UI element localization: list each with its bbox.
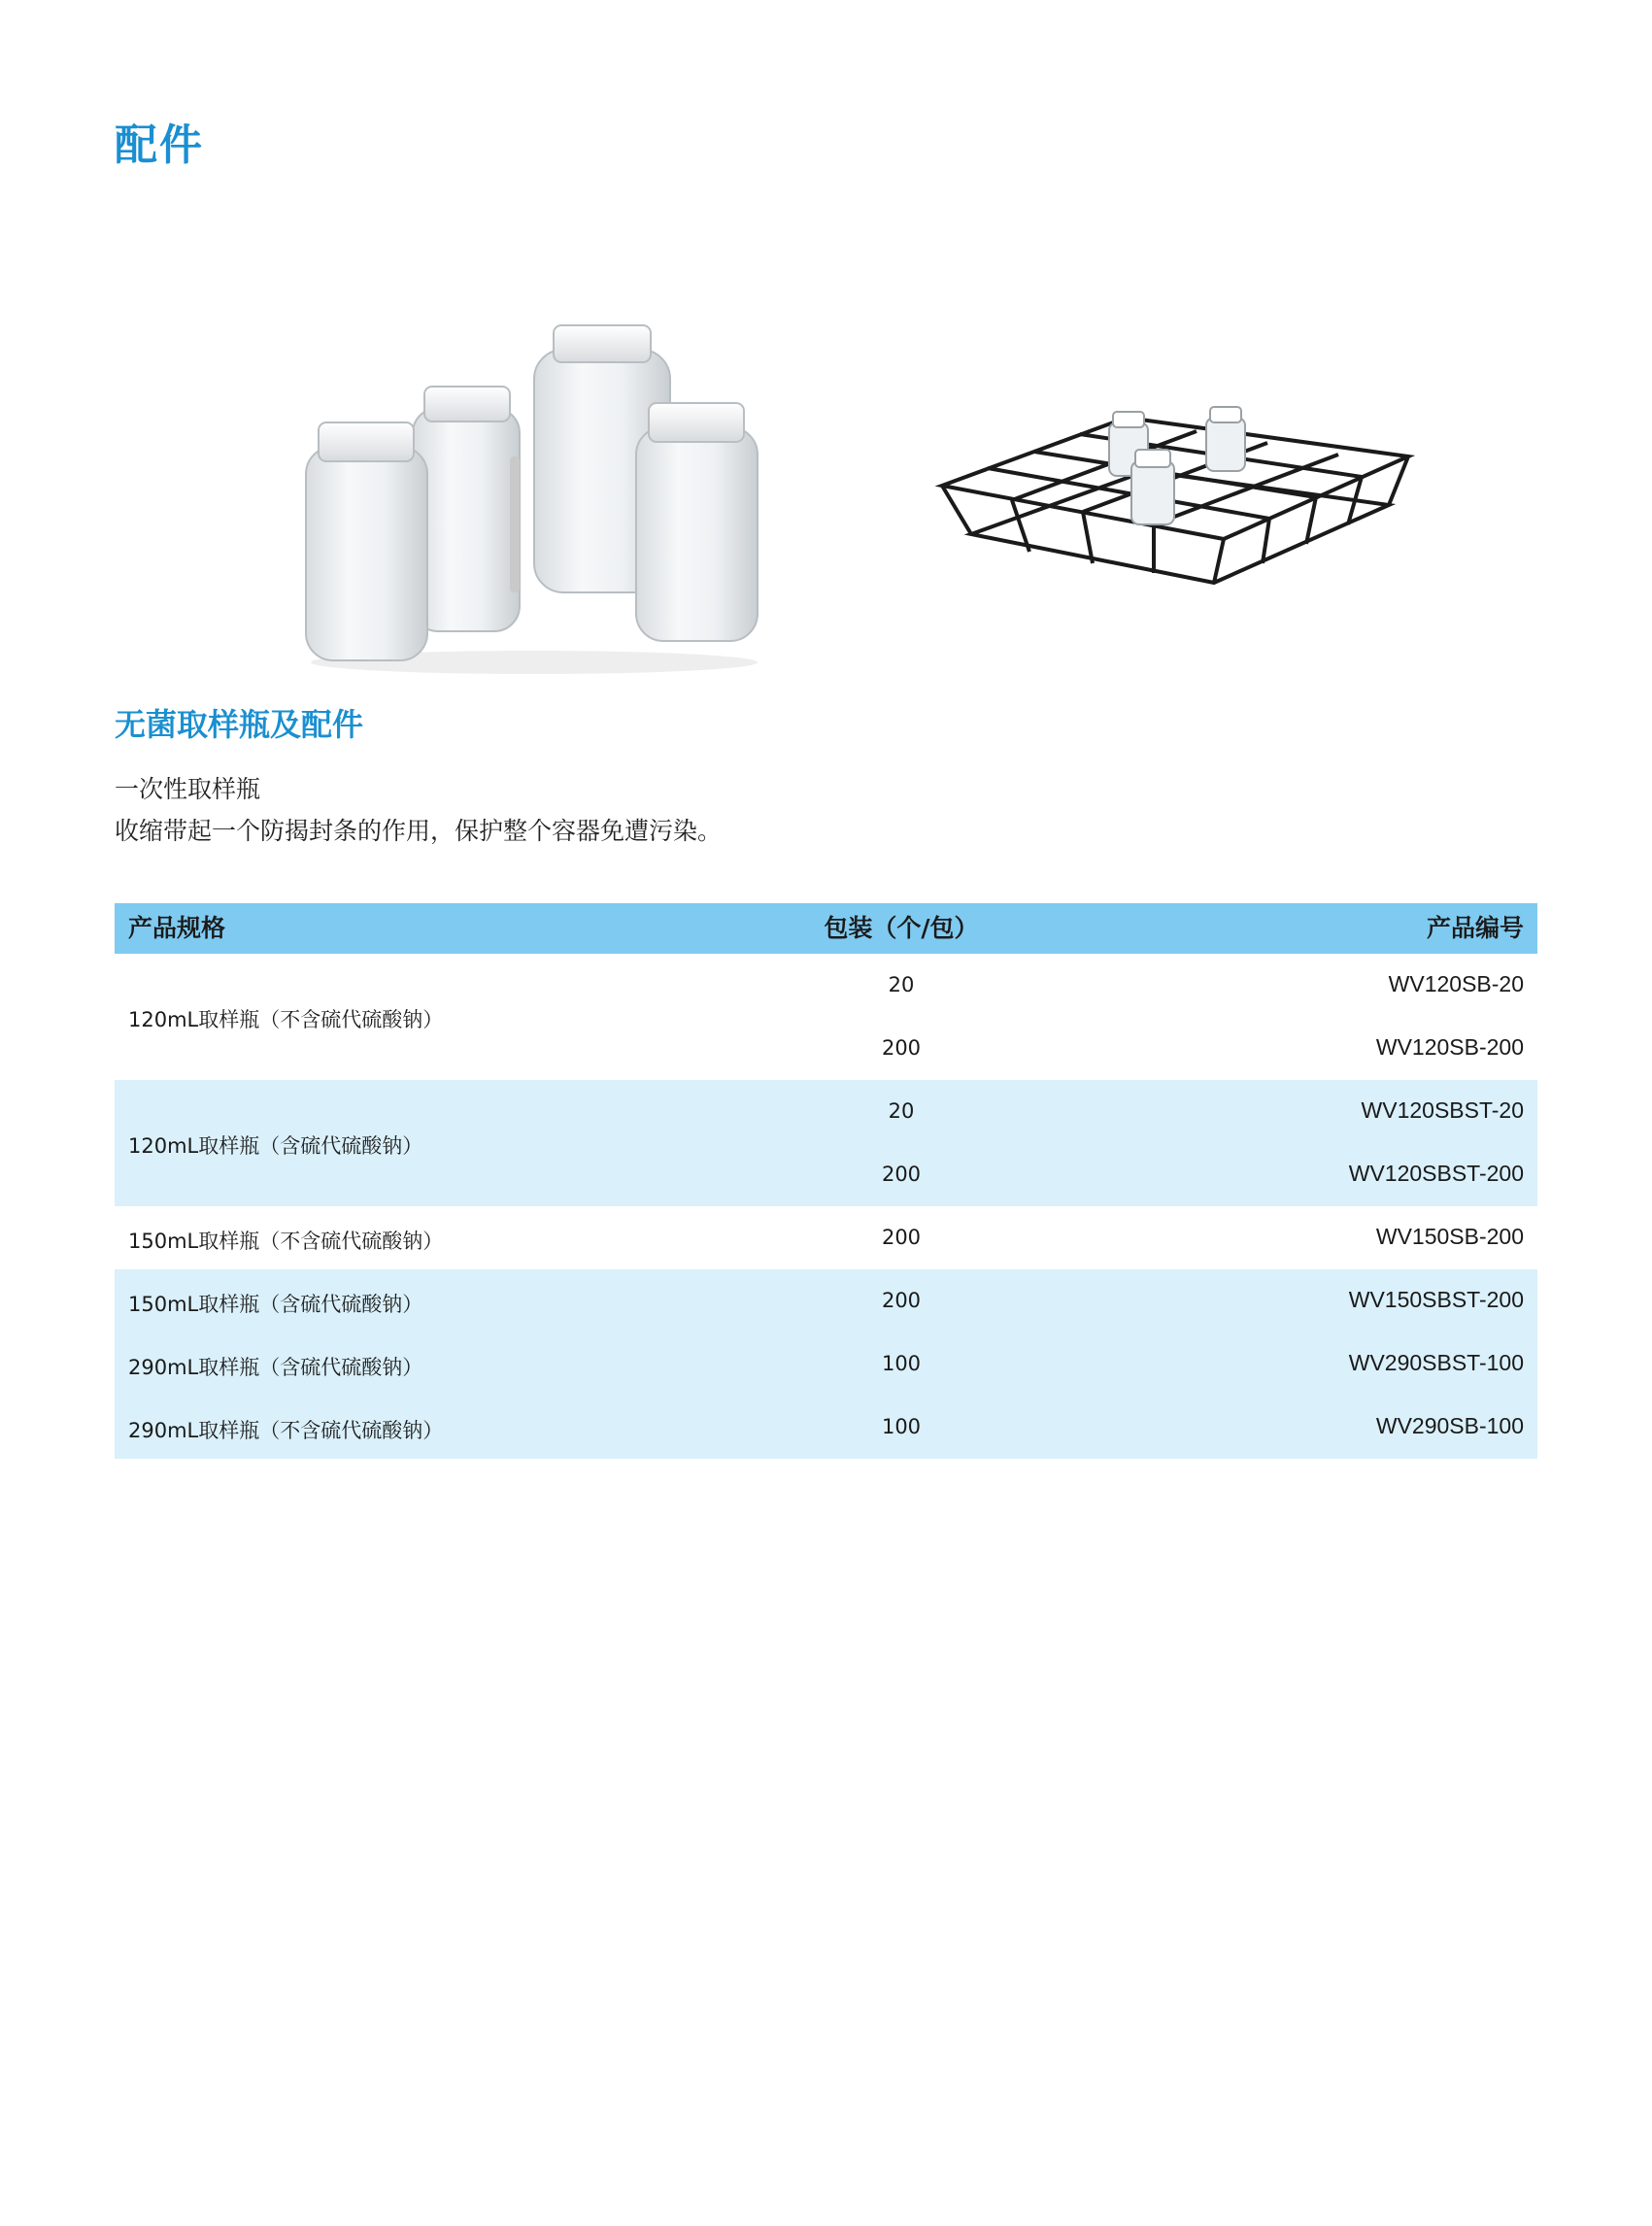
row-code: WV120SBST-200 bbox=[1348, 1161, 1524, 1186]
section-description: 收缩带起一个防揭封条的作用，保护整个容器免遭污染。 bbox=[115, 817, 723, 845]
section-subtitle: 一次性取样瓶 bbox=[115, 775, 261, 803]
table-header bbox=[115, 903, 1537, 954]
row-spec: 150mL取样瓶（含硫代硫酸钠） bbox=[128, 1293, 423, 1316]
row-pack: 200 bbox=[881, 1289, 922, 1312]
table-row bbox=[115, 1080, 1537, 1206]
row-code: WV150SBST-200 bbox=[1348, 1287, 1524, 1312]
product-spec-table bbox=[115, 903, 1537, 1459]
row-pack: 100 bbox=[881, 1415, 922, 1438]
row-spec: 120mL取样瓶（含硫代硫酸钠） bbox=[128, 1134, 423, 1158]
row-spec: 150mL取样瓶（不含硫代硫酸钠） bbox=[128, 1230, 444, 1253]
row-code: WV150SB-200 bbox=[1375, 1224, 1524, 1249]
row-pack: 200 bbox=[881, 1226, 922, 1249]
row-spec: 290mL取样瓶（含硫代硫酸钠） bbox=[128, 1356, 423, 1379]
row-code: WV290SB-100 bbox=[1375, 1413, 1524, 1438]
product-images bbox=[0, 311, 1652, 680]
header-code: 产品编号 bbox=[1426, 914, 1524, 942]
section-title: 无菌取样瓶及配件 bbox=[115, 706, 364, 743]
row-code: WV120SB-20 bbox=[1388, 971, 1524, 996]
row-pack: 200 bbox=[881, 1163, 922, 1186]
sampling-bottles-image bbox=[291, 311, 777, 680]
row-pack: 20 bbox=[888, 1099, 915, 1123]
table-row bbox=[115, 1269, 1537, 1459]
row-pack: 200 bbox=[881, 1036, 922, 1060]
table-row bbox=[115, 954, 1537, 1080]
row-pack: 100 bbox=[881, 1352, 922, 1375]
header-spec: 产品规格 bbox=[128, 914, 226, 942]
table-row bbox=[115, 1206, 1537, 1269]
wire-rack-image bbox=[932, 379, 1418, 670]
header-pack: 包装（个/包） bbox=[824, 914, 979, 942]
row-spec: 290mL取样瓶（不含硫代硫酸钠） bbox=[128, 1419, 444, 1442]
page-title: 配件 bbox=[115, 120, 204, 170]
row-code: WV120SB-200 bbox=[1375, 1034, 1524, 1060]
row-spec: 120mL取样瓶（不含硫代硫酸钠） bbox=[128, 1008, 444, 1031]
row-code: WV120SBST-20 bbox=[1361, 1097, 1524, 1123]
row-pack: 20 bbox=[888, 973, 915, 996]
row-code: WV290SBST-100 bbox=[1348, 1350, 1524, 1375]
